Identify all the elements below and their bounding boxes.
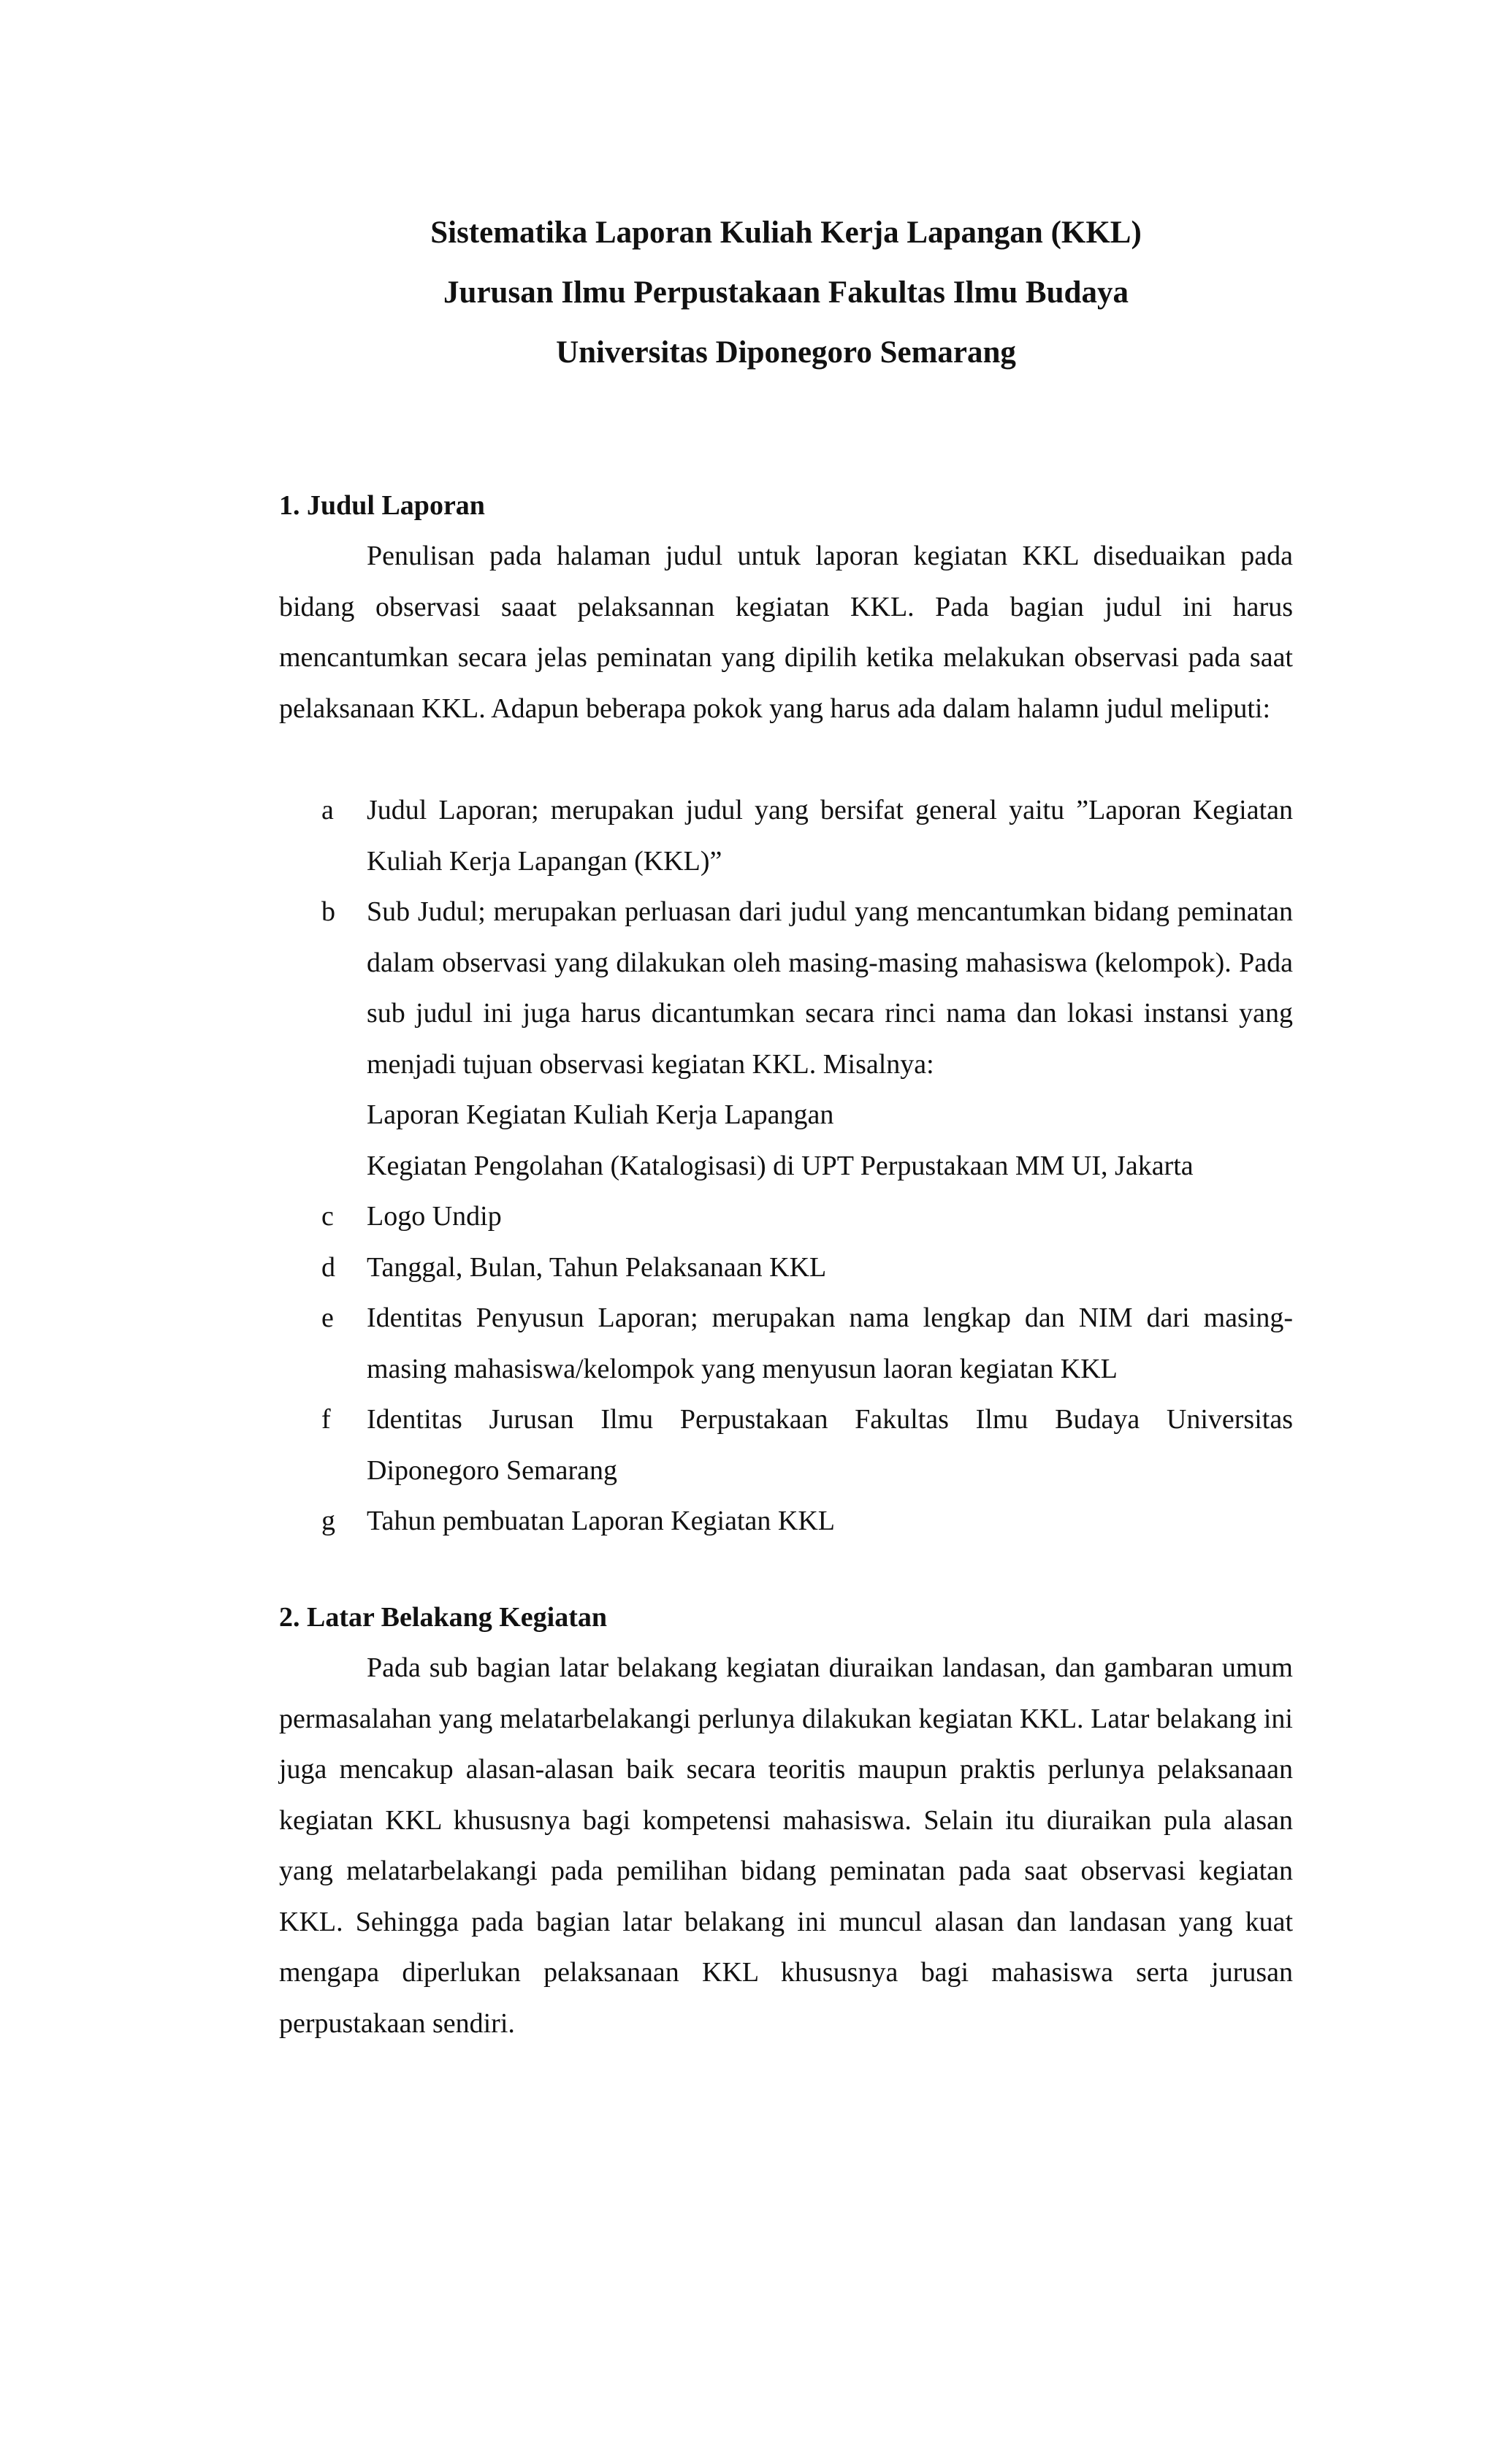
list-item xyxy=(279,887,1293,1191)
list-item xyxy=(279,785,1293,887)
title-elements-list xyxy=(279,785,1293,1547)
list-letter: g xyxy=(321,1506,335,1536)
list-letter: b xyxy=(321,896,335,927)
list-item xyxy=(279,1191,1293,1243)
list-letter: a xyxy=(321,795,334,825)
title-line-3: Universitas Diponegoro Semarang xyxy=(556,335,1016,370)
list-letter: e xyxy=(321,1302,334,1333)
list-item-text: Logo Undip xyxy=(367,1201,502,1232)
list-item-text: Sub Judul; merupakan perluasan dari judul yang mencantumkan bidang peminatan dalam observasi yang dilakukan oleh masing-masing mahasiswa (kelompok). Pada sub judul ini juga harus dicantumkan secara rinci nama dan lokasi instansi yang menjadi tujuan observasi kegiatan KKL. Misalnya: xyxy=(367,896,1293,1080)
document-title xyxy=(279,203,1293,383)
list-letter: c xyxy=(321,1201,334,1232)
list-letter: d xyxy=(321,1251,335,1283)
list-item xyxy=(279,1496,1293,1547)
list-item-text: Identitas Penyusun Laporan; merupakan nama lengkap dan NIM dari masing-masing mahasiswa/kelompok yang menyusun laoran kegiatan KKL xyxy=(367,1302,1293,1384)
title-line-1: Sistematika Laporan Kuliah Kerja Lapangan (KKL) xyxy=(430,215,1142,250)
section-1-heading: 1. Judul Laporan xyxy=(279,490,485,521)
list-letter: f xyxy=(321,1404,331,1435)
example-line-2: Kegiatan Pengolahan (Katalogisasi) di UPT Perpustakaan MM UI, Jakarta xyxy=(367,1150,1194,1181)
title-line-2: Jurusan Ilmu Perpustakaan Fakultas Ilmu Budaya xyxy=(443,275,1129,310)
list-item xyxy=(279,1395,1293,1496)
list-item-text: Tahun pembuatan Laporan Kegiatan KKL xyxy=(367,1506,835,1536)
list-item xyxy=(279,1243,1293,1294)
list-item-text: Tanggal, Bulan, Tahun Pelaksanaan KKL xyxy=(367,1251,827,1283)
list-item xyxy=(279,1293,1293,1395)
example-line-1: Laporan Kegiatan Kuliah Kerja Lapangan xyxy=(367,1099,834,1130)
section-1-intro: Penulisan pada halaman judul untuk laporan kegiatan KKL diseduaikan pada bidang observasi saaat pelaksannan kegiatan KKL. Pada bagian judul ini harus mencantumkan secara jelas peminatan yang dipilih ketika melakukan observasi pada saat pelaksanaan KKL. Adapun beberapa pokok yang harus ada dalam halamn judul meliputi: xyxy=(279,541,1293,724)
document-page xyxy=(279,0,1293,2464)
list-item-text: Identitas Jurusan Ilmu Perpustakaan Fakultas Ilmu Budaya Universitas Diponegoro Semarang xyxy=(367,1404,1293,1486)
section-2-heading: 2. Latar Belakang Kegiatan xyxy=(279,1602,607,1633)
section-2-body: Pada sub bagian latar belakang kegiatan diuraikan landasan, dan gambaran umum permasalahan yang melatarbelakangi perlunya dilakukan kegiatan KKL. Latar belakang ini juga mencakup alasan-alasan baik secara teoritis maupun praktis perlunya pelaksanaan kegiatan KKL khususnya bagi kompetensi mahasiswa. Selain itu diuraikan pula alasan yang melatarbelakangi pada pemilihan bidang peminatan pada saat observasi kegiatan KKL. Sehingga pada bagian latar belakang ini muncul alasan dan landasan yang kuat mengapa diperlukan pelaksanaan KKL khususnya bagi mahasiswa serta jurusan perpustakaan sendiri. xyxy=(279,1652,1293,2039)
list-item-text: Judul Laporan; merupakan judul yang bersifat general yaitu ”Laporan Kegiatan Kuliah Kerja Lapangan (KKL)” xyxy=(367,795,1293,877)
